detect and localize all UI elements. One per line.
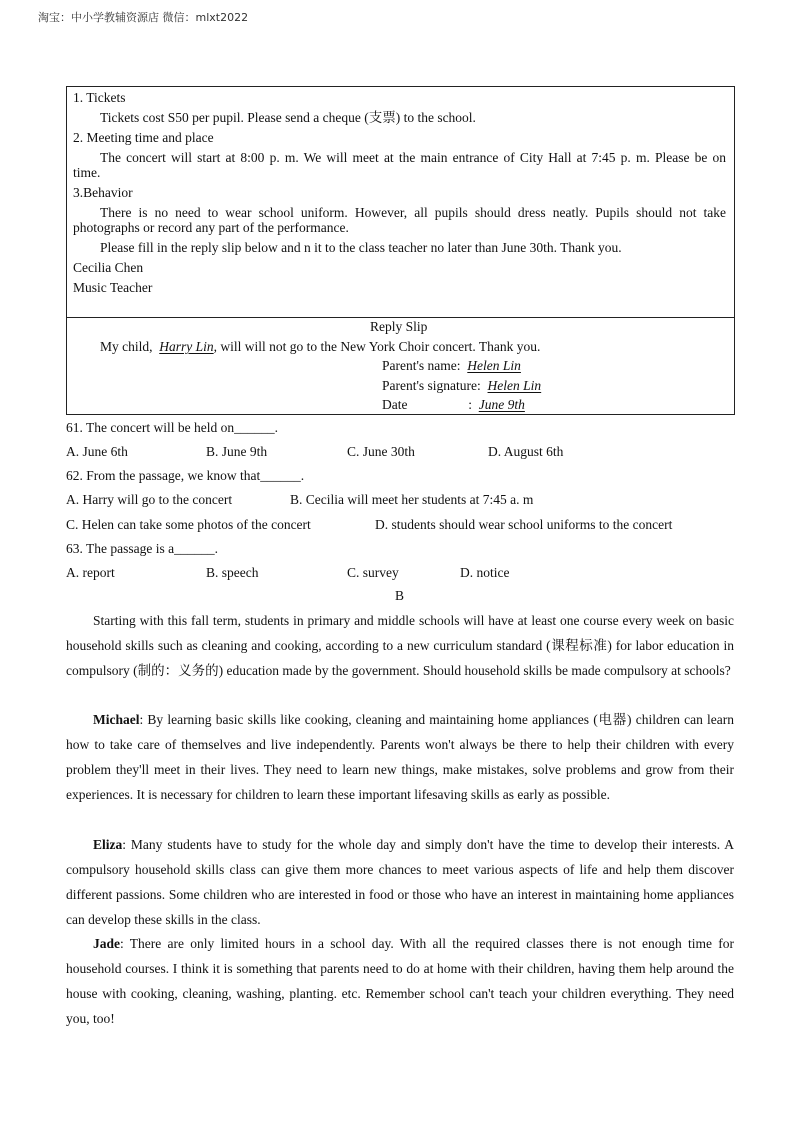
question-62: 62. From the passage, we know that______. [66, 468, 305, 483]
q61-option-b: B. June 9th [206, 444, 268, 459]
q62-option-a: A. Harry will go to the concert [66, 492, 233, 507]
intro-paragraph: Starting with this fall term, students in primary and middle schools will have at least one course every week on basic household skills such as cleaning and cooking, according to a new curriculum standard (课程标准) for labor education in compulsory (制的：义务的) education made by the government. Should household skills be made compulsory at schools? [66, 613, 734, 678]
child-name: Harry Lin [159, 339, 214, 354]
notice-tickets-text: Tickets cost S50 per pupil. Please send a cheque (支票) to the school. [100, 110, 476, 125]
q63-option-b: B. speech [206, 565, 259, 580]
signature-name: Cecilia Chen [73, 260, 144, 275]
date-value: June 9th [478, 397, 525, 412]
date-label: Date : [382, 397, 479, 412]
opinion-text: : Many students have to study for the whole day and simply don't have the time to develop their interests. A compulsory household skills class can give them more chances to meet various aspects of life and help them discover different passions. Some children who are interested in food or those who have an interest in maintaining home appliances can develop these skills in the class. [66, 837, 734, 927]
notice-behavior-text-2: photographs or record any part of the performance. [73, 220, 349, 235]
reply-slip-statement [100, 340, 540, 354]
question-63: 63. The passage is a______. [66, 541, 218, 556]
opinion-text: : By learning basic skills like cooking, cleaning and maintaining home appliances (电器) children can learn how to take care of themselves and live independently. Parents won't always be there to help their children with every problem they'll meet in their lives. They need to learn new things, make mistakes, solve problems and grow from their experiences. It is necessary for children to learn these important lifesaving skills as early as possible. [66, 712, 734, 802]
q62-option-c: C. Helen can take some photos of the concert [66, 517, 311, 532]
q63-option-a: A. report [66, 565, 115, 580]
parent-signature-row [382, 379, 541, 393]
reply-slip-title: Reply Slip [370, 319, 428, 334]
notice-meeting-text-1: The concert will start at 8:00 p. m. We will meet at the main entrance of City Hall at 7:45 p. m. Please be on [100, 150, 726, 165]
notice-behavior-text-1: There is no need to wear school uniform. However, all pupils should dress neatly. Pupils should not take [100, 205, 726, 220]
opinion-michael [66, 707, 734, 807]
parent-name-row [382, 359, 521, 373]
opinion-jade [66, 931, 734, 1031]
watermark-header: 淘宝：中小学教辅资源店 微信：mlxt2022 [38, 11, 249, 24]
date-row [382, 398, 525, 412]
signature-title: Music Teacher [73, 280, 153, 295]
speaker-name: Eliza [93, 837, 123, 852]
notice-meeting-text-2: time. [73, 165, 101, 180]
parent-signature-value: Helen Lin [487, 378, 542, 393]
speaker-name: Michael [93, 712, 140, 727]
statement-prefix: My child, [100, 339, 160, 354]
q61-option-c: C. June 30th [347, 444, 415, 459]
parent-name-value: Helen Lin [467, 358, 521, 373]
parent-signature-label: Parent's signature: [382, 378, 488, 393]
q62-option-d: D. students should wear school uniforms to the concert [375, 517, 673, 532]
statement-suffix: , will will not go to the New York Choir concert. Thank you. [213, 339, 541, 354]
q63-option-d: D. notice [460, 565, 510, 580]
opinion-eliza [66, 832, 734, 932]
section-heading: B [395, 588, 405, 603]
notice-heading-behavior: 3.Behavior [73, 185, 133, 200]
opinion-text: : There are only limited hours in a school day. With all the required classes there is not enough time for household courses. I think it is something that parents need to do at home with their children, having them help around the house with cooking, cleaning, washing, planting. etc. Remember school can't teach your children everything. They need you, too! [66, 936, 734, 1026]
notice-heading-tickets: 1. Tickets [73, 90, 126, 105]
speaker-name: Jade [93, 936, 120, 951]
q61-option-a: A. June 6th [66, 444, 128, 459]
q62-option-b: B. Cecilia will meet her students at 7:45 a. m [290, 492, 534, 507]
notice-reply-instruction: Please fill in the reply slip below and n it to the class teacher no later than June 30th. Thank you. [100, 240, 622, 255]
notice-heading-meeting: 2. Meeting time and place [73, 130, 214, 145]
q61-option-d: D. August 6th [488, 444, 564, 459]
parent-name-label: Parent's name: [382, 358, 468, 373]
question-61: 61. The concert will be held on______. [66, 420, 278, 435]
q63-option-c: C. survey [347, 565, 399, 580]
